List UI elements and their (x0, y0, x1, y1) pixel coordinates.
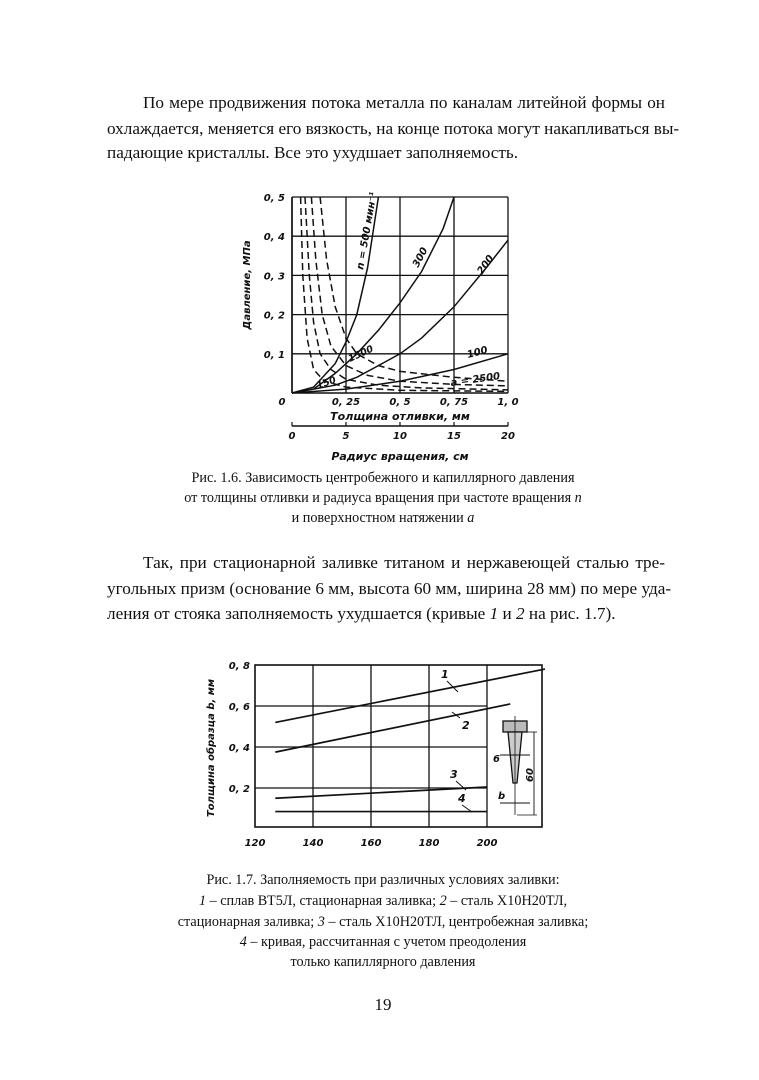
fig2-inset-height: 60 (525, 768, 536, 782)
fig2-xtick-label: 160 (360, 838, 382, 849)
caption2-line4 (0, 933, 759, 951)
fig1-label-500: n = 500 мин⁻¹ (355, 191, 380, 271)
c2-n4: 4 (239, 934, 247, 950)
fig1-xtick-label: 0, 5 (389, 397, 411, 408)
fig1-label-300: 300 (410, 245, 431, 270)
fig2-series-line-2 (275, 704, 510, 752)
p2-text-c: на рис. 1.7). (524, 604, 616, 623)
c2-n3: 3 (317, 914, 325, 930)
fig1-ytick-label: 0, 1 (263, 349, 285, 361)
fig2-ylabel: Толщина образца b, мм (206, 678, 217, 818)
fig1-xtick-label: 0 (278, 397, 286, 408)
fig1-secondary-tick-label: 15 (447, 431, 461, 442)
fig1-ytick-label: 0, 2 (263, 310, 285, 322)
p2-curve-2: 2 (516, 604, 525, 623)
caption2-line1: Рис. 1.7. Заполняемость при различных условиях заливки: (206, 872, 560, 888)
c2-n1: 1 (198, 893, 207, 909)
fig1-xtick-label: 0, 75 (439, 397, 469, 408)
paragraph2-line2: угольных призм (основание 6 мм, высота 60 мм, ширина 28 мм) по мере уда- (107, 579, 672, 598)
fig1-label-100: 100 (465, 344, 489, 361)
fig1-label-150: 150 (315, 374, 338, 392)
c2-t5: – кривая, рассчитанная с учетом преодоления (246, 934, 527, 950)
c2-t2: – сталь Х10Н20ТЛ, (446, 893, 568, 909)
fig2-inset-thickness: b (498, 791, 506, 802)
fig2-ytick-label: 0, 8 (228, 661, 250, 672)
fig2-series-line-1 (275, 669, 545, 722)
fig2-inset-base: 6 (493, 754, 500, 765)
caption1-line2 (0, 489, 759, 507)
c2-t4: – сталь Х10Н20ТЛ, центробежная заливка; (324, 914, 589, 930)
caption1-var-n: n (574, 490, 582, 506)
fig1-ylabel: Давление, МПа (242, 240, 253, 330)
fig1-ytick-label: 0, 4 (263, 232, 285, 244)
fig1-secondary-tick-label: 20 (501, 431, 515, 442)
caption2-line5: только капиллярного давления (290, 954, 476, 970)
paragraph1-line1: По мере продвижения потока металла по каналам литейной формы он (143, 93, 665, 112)
fig1-label-a2500: a = 2500 (449, 371, 501, 389)
fig1-ytick-label: 0, 3 (263, 271, 285, 283)
fig1-secondary-tick-label: 5 (342, 431, 350, 442)
fig2-xtick-label: 120 (244, 838, 266, 849)
fig2-frame (255, 665, 542, 827)
fig2-label-1: 1 (441, 668, 449, 681)
fig2-xtick-label: 180 (418, 838, 440, 849)
caption1-line3-text: и поверхностном натяжении (291, 510, 468, 526)
paragraph2-line3 (107, 604, 665, 624)
fig1-xtick-label: 1, 0 (497, 397, 519, 408)
caption2-line3 (0, 913, 759, 931)
c2-t3: стационарная заливка; (177, 914, 318, 930)
p2-curve-1: 1 (489, 604, 499, 623)
paragraph2-line1: Так, при стационарной заливке титаном и нержавеющей сталью тре- (143, 553, 665, 572)
fig1-ytick-label: 0, 5 (263, 193, 285, 204)
fig1-xtick-label: 0, 25 (331, 397, 361, 408)
fig2-label-2: 2 (462, 719, 470, 732)
c2-t1: – сплав ВТ5Л, стационарная заливка; (206, 893, 440, 909)
caption1-line2-text: от толщины отливки и радиуса вращения при частоте вращения (184, 490, 575, 506)
p2-text-b: и (498, 604, 516, 623)
fig1-secondary-tick-label: 0 (288, 431, 296, 442)
fig1-label-1500: 1500 (346, 343, 376, 365)
p2-text-a: ления от стояка заполняемость ухудшается (кривые (107, 604, 490, 623)
paragraph1-line2: охлаждается, меняется его вязкость, на конце потока могут накапливаться вы- (107, 119, 680, 138)
page-number: 19 (374, 995, 392, 1014)
fig2-xtick-label: 200 (476, 838, 498, 849)
fig1-secondary-xlabel: Радиус вращения, см (331, 450, 469, 463)
caption1-line1: Рис. 1.6. Зависимость центробежного и капиллярного давления (191, 470, 575, 486)
fig1-secondary-tick-label: 10 (393, 431, 407, 442)
fig2-series-line-3 (275, 787, 487, 798)
caption2-line2 (0, 892, 759, 910)
fig1-label-200: 200 (475, 253, 497, 277)
fig2-label-4: 4 (458, 792, 466, 805)
fig2-ytick-label: 0, 2 (228, 784, 250, 795)
fig2-ytick-label: 0, 6 (228, 702, 250, 713)
fig2-ytick-label: 0, 4 (228, 743, 250, 754)
c2-n2: 2 (439, 893, 447, 909)
paragraph1-line3: падающие кристаллы. Все это ухудшает заполняемость. (107, 143, 519, 162)
fig2-xtick-label: 140 (302, 838, 324, 849)
fig1-xlabel: Толщина отливки, мм (330, 410, 470, 423)
caption1-var-a: a (467, 510, 475, 526)
fig2-label-3: 3 (450, 768, 458, 781)
caption1-line3 (0, 509, 759, 527)
